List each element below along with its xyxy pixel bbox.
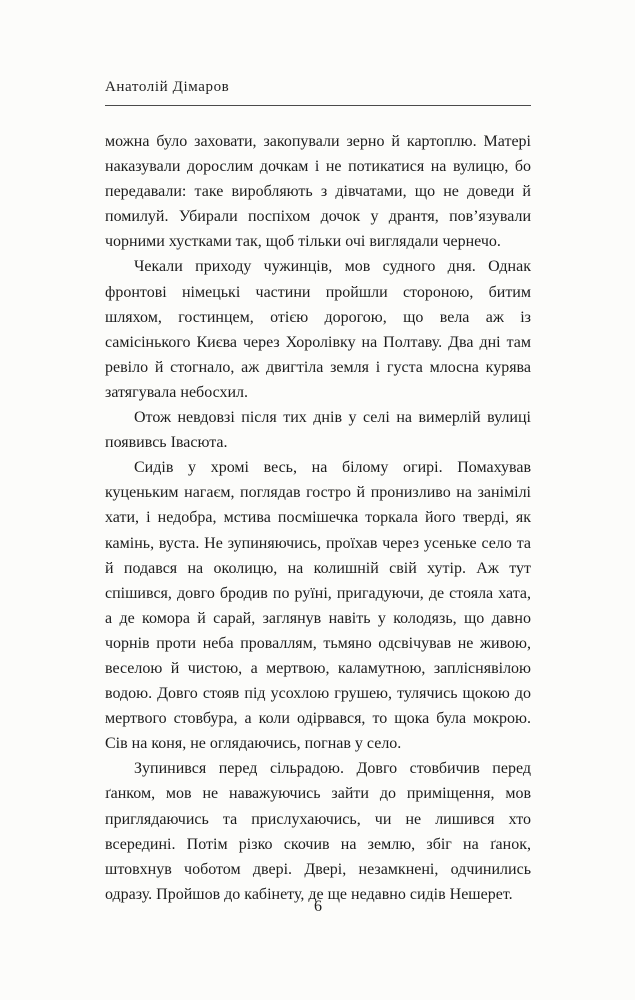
- paragraph: Сидів у хромі весь, на білому огирі. Помахував куценьким нагаєм, поглядав гостро й пронизливо на занімілі хати, і недобра, мстива посмішечка торкала його тверді, як камінь, вуста. Не зупиняючись, проїхав через усеньке село та й подався на околицю, на колишній свій хутір. Аж тут спішився, довго бродив по руїні, пригадуючи, де стояла хата, а де комора й сарай, заглянув навіть у колодязь, що давно чорнів проти неба проваллям, тьмяно одсвічував не живою, веселою й чистою, а мертвою, каламутною, запліснявілою водою. Довго стояв під усохлою грушею, тулячись щокою до мертвого стовбура, а коли одірвався, то щока була мокрою. Сів на коня, не оглядаючись, погнав у село.: [105, 459, 531, 753]
- paragraph: Отож невдовзі після тих днів у селі на вимерлій вулиці появивсь Івасюта.: [105, 409, 531, 452]
- paragraph: Зупинився перед сільрадою. Довго стовбичив перед ґанком, мов не наважуючись зайти до приміщення, мов приглядаючись та прислухаючись, чи не лишився хто всередині. Потім різко скочив на землю, збіг на ґанок, штовхнув чоботом двері. Двері, незамкнені, одчинились одразу. Пройшов до кабінету, де ще недавно сидів Нешерет.: [105, 760, 531, 903]
- running-header: Анатолій Дімаров: [105, 79, 531, 106]
- paragraph: Чекали приходу чужинців, мов судного дня. Однак фронтові німецькі частини пройшли стороною, битим шляхом, гостинцем, отією дорогою, що вела аж із самісінького Києва через Хоролівку на Полтаву. Два дні там ревіло й стогнало, аж двигтіла земля і густа млосна курява затягувала небосхил.: [105, 258, 531, 401]
- body-text: [105, 129, 531, 907]
- paragraph: можна було заховати, закопували зерно й картоплю. Матері наказували дорослим дочкам і не потикатися на вулицю, бо передавали: таке виробляють з дівчатами, що не доведи й помилуй. Убирали поспіхом дочок у дрантя, пов’язували чорними хустками так, щоб тільки очі виглядали чернечо.: [105, 133, 531, 251]
- page-number: 6: [314, 898, 322, 915]
- content-column: [105, 0, 531, 1000]
